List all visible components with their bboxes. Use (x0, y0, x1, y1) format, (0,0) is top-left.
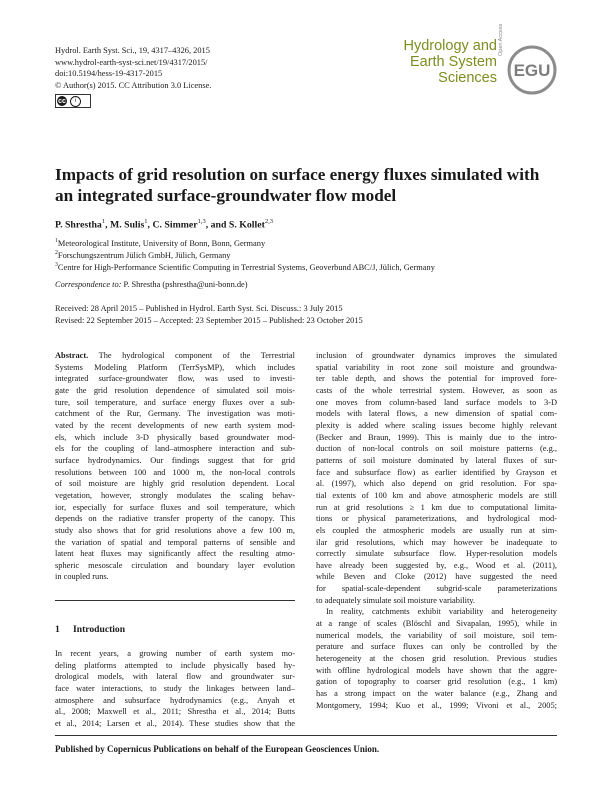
title-line: Impacts of grid resolution on surface energy fluxes simulated with (55, 165, 540, 184)
affiliation-number: 3 (55, 262, 58, 268)
text-line: casts of the whole terrestrial system. However, as soon as (316, 385, 557, 395)
affiliation (55, 236, 265, 249)
text-line: In recent years, a growing number of earth system mo- (55, 649, 295, 658)
author-affiliation-mark: 1 (101, 218, 106, 225)
text-line: models with lateral flows, a new dimension of spatial com- (316, 409, 557, 419)
author-affiliation-mark: 2,3 (264, 218, 273, 225)
text-line: ter table depth, and shows the potential for improved fore- (316, 374, 557, 384)
egu-logo-text: EGU (513, 61, 551, 80)
affiliation (55, 248, 231, 261)
affiliation-number: 2 (55, 250, 58, 256)
text-line: run at grid resolutions ≥ 1 km due to computational limita- (316, 502, 557, 512)
author: S. Kollet (228, 219, 265, 231)
intro-paragraph-right (316, 350, 557, 711)
section-number: 1 (55, 624, 60, 635)
abstract-line: Systems Modeling Platform (TerrSysMP), which includes (55, 362, 295, 372)
abstract-line: gate the grid resolution dependence of simulated soil mois- (55, 385, 295, 395)
text-line: for spatial-scale-dependent subgrid-scale parameterizations (316, 584, 557, 594)
text-line: numerical models, the variability of soil moisture, soil tem- (316, 630, 557, 640)
abstract-line: els, which include 3-D physically based groundwater mod- (55, 432, 295, 442)
affiliation-number: 1 (55, 238, 58, 244)
author: P. Shrestha (55, 219, 102, 231)
abstract-line: spheric mesoscale circulation and boundary layer evolution (55, 560, 295, 570)
abstract-line: of soil moisture are highly grid resolution dependent. Local (55, 479, 295, 489)
abstract-line: the variation of spatial and temporal patterns of sensible and (55, 537, 295, 547)
abstract-line: ture, soil temperature, and surface energy fluxes over a sub- (55, 397, 295, 407)
author-affiliation-mark: 1 (144, 218, 148, 225)
text-line: duction of non-local controls on soil moisture patterns (e.g., (316, 444, 557, 454)
abstract (55, 350, 295, 583)
journal-name (392, 38, 497, 86)
author-list: P. Shrestha$^1$, M. Sulis$^1$, C. Simmer$^{1,3}$, and S. Kollet$^{2,3}$ (55, 218, 273, 231)
abstract-line: Abstract. The hydrological component of the Terrestrial (55, 351, 295, 360)
text-line: tial extents of 100 km and above atmospheric models are still (316, 490, 557, 500)
text-line: atmosphere and subsurface hydrodynamics (e.g., Anyah et (55, 695, 295, 705)
abstract-line: latent heat fluxes may significantly affect the resulting atmo- (55, 549, 295, 559)
text-line: gation of topography to coarser grid resolution (e.g., 1 km) (316, 677, 557, 687)
abstract-line: resolutions between 100 and 1000 m, the non-local controls (55, 467, 295, 477)
journal-name-line: Sciences (438, 70, 497, 86)
article-title (55, 165, 555, 206)
text-line: correctly simulate subsurface flow. Hyper-resolution models (316, 549, 557, 559)
text-line: spatial variability in root zone soil moisture and groundwa- (316, 362, 557, 372)
affiliation-text: Centre for High-Performance Scientific Computing in Terrestrial Systems, Geoverbund ABC/J, Jülich, Germany (57, 262, 435, 272)
text-line: Montgomery, 1994; Kuo et al., 1999; Vivoni et al., 2005; (316, 700, 557, 710)
text-line: et al., 2014; Larsen et al., 2014). These studies show that the (55, 718, 295, 728)
affiliation (55, 260, 435, 273)
text-line: face and subsurface flow) as earlier identified by Grayson et (316, 467, 557, 477)
text-line: drological models, with lateral flow and groundwater sur- (55, 672, 295, 682)
intro-paragraph (55, 648, 295, 730)
publication-dates (55, 303, 363, 326)
text-line: al. (1997), which also depend on grid resolution. For spa- (316, 479, 557, 489)
author: C. Simmer (152, 219, 198, 231)
section-title: Introduction (73, 624, 126, 635)
text-line: face water interactions, to study the linkages between land– (55, 683, 295, 693)
abstract-line: integrated surface-groundwater flow, was used to investi- (55, 374, 295, 384)
text-line: to adequately simulate soil moisture variability. (316, 595, 476, 605)
text-line: In reality, catchments exhibit variability and heterogeneity (326, 607, 557, 617)
abstract-line: study also shows that for grid resolutions above a few 100 m, (55, 525, 295, 535)
text-line: inclusion of groundwater dynamics improves the simulated (316, 351, 557, 360)
text-line: have already been suggested by, e.g., Wood et al. (2011), (316, 560, 557, 570)
abstract-line: depends on the radiative transfer property of the canopy. This (55, 514, 295, 524)
author-affiliation-mark: 1,3 (197, 218, 206, 225)
text-line: while Beven and Cloke (2012) have suggested the need (316, 572, 557, 582)
text-line: one moves from column-based land surface models to 3-D (316, 397, 557, 407)
abstract-line: ior, especially for surface fluxes and soil temperature, which (55, 502, 295, 512)
title-line: an integrated surface-groundwater flow model (55, 185, 397, 205)
abstract-line: els for the coupling of land–atmosphere interaction and sub- (55, 444, 295, 454)
abstract-line: catchment of the Rur, Germany. The investigation was moti- (55, 409, 295, 419)
citation: Hydrol. Earth Syst. Sci., 19, 4317–4326, 2015 (55, 46, 210, 55)
license: © Author(s) 2015. CC Attribution 3.0 License. (55, 80, 212, 90)
abstract-line: in coupled runs. (55, 572, 109, 582)
text-line: ilar grid resolutions, which may however be inadequate to (316, 537, 557, 547)
doi[interactable]: doi:10.5194/hess-19-4317-2015 (55, 69, 163, 79)
by-icon: i (70, 96, 81, 107)
text-line: with offline hydrological models have shown that the aggre- (316, 665, 557, 675)
text-line: heterogeneity at the chosen grid resolution. Previous studies (316, 654, 557, 664)
text-line: plexity is added where scaling issues become highly relevant (316, 420, 557, 430)
journal-name-line: Earth System (409, 54, 497, 70)
abstract-label: Abstract. (55, 351, 89, 360)
text-line: deling platforms attempted to include physically based hy- (55, 660, 295, 670)
journal-header (55, 45, 211, 91)
publisher-footer: Published by Copernicus Publications on behalf of the European Geosciences Union. (55, 744, 380, 754)
journal-name-line: Hydrology and (403, 38, 497, 54)
cc-icon: cc (58, 97, 66, 105)
text-line: has a strong impact on the water balance (e.g., Zhang and (316, 689, 557, 699)
article-url[interactable]: www.hydrol-earth-syst-sci.net/19/4317/2015/ (55, 57, 208, 67)
text-line: at a range of scales (Blöschl and Sivapalan, 1995), while in (316, 619, 557, 629)
date-line: Received: 28 April 2015 – Published in Hydrol. Earth Syst. Sci. Discuss.: 3 July 2015 (55, 304, 343, 313)
egu-logo-icon (506, 44, 558, 96)
text-line: patterns of soil moisture dominated by lateral fluxes of sur- (316, 455, 557, 465)
text-line: els coupled the atmospheric models are usually run at sim- (316, 525, 557, 535)
abstract-line: surface hydrodynamics. Our findings suggest that for grid (55, 455, 295, 465)
cc-by-license-icon[interactable] (55, 94, 91, 108)
abstract-divider (55, 600, 295, 601)
affiliation-text: Forschungszentrum Jülich GmbH, Jülich, Germany (57, 250, 231, 260)
correspondence-label: Correspondence to: (55, 280, 122, 289)
author: M. Sulis (109, 219, 145, 231)
text-line: (Becker and Braun, 1999). This is mainly due to the intro- (316, 432, 557, 442)
correspondence (55, 280, 248, 289)
text-line: perature and surface fluxes can only be controlled by the (316, 642, 557, 652)
footer-divider (55, 735, 557, 736)
correspondence-email[interactable]: P. Shrestha (pshrestha@uni-bonn.de) (123, 280, 248, 289)
date-line: Revised: 22 September 2015 – Accepted: 23 September 2015 – Published: 23 October 2015 (55, 315, 363, 325)
open-access-label: Open Access (498, 23, 504, 56)
affiliation-text: Meteorological Institute, University of Bonn, Bonn, Germany (57, 238, 266, 248)
text-line: tions or physical parameterizations, and hydrological mod- (316, 514, 557, 524)
section-heading (55, 624, 125, 635)
abstract-line: vated by the recent developments of new earth system mod- (55, 420, 295, 430)
abstract-line: vegetation, however, strongly modulates the scaling behav- (55, 490, 295, 500)
text-line: al., 2008; Maxwell et al., 2011; Shrestha et al., 2014; Butts (55, 707, 295, 717)
